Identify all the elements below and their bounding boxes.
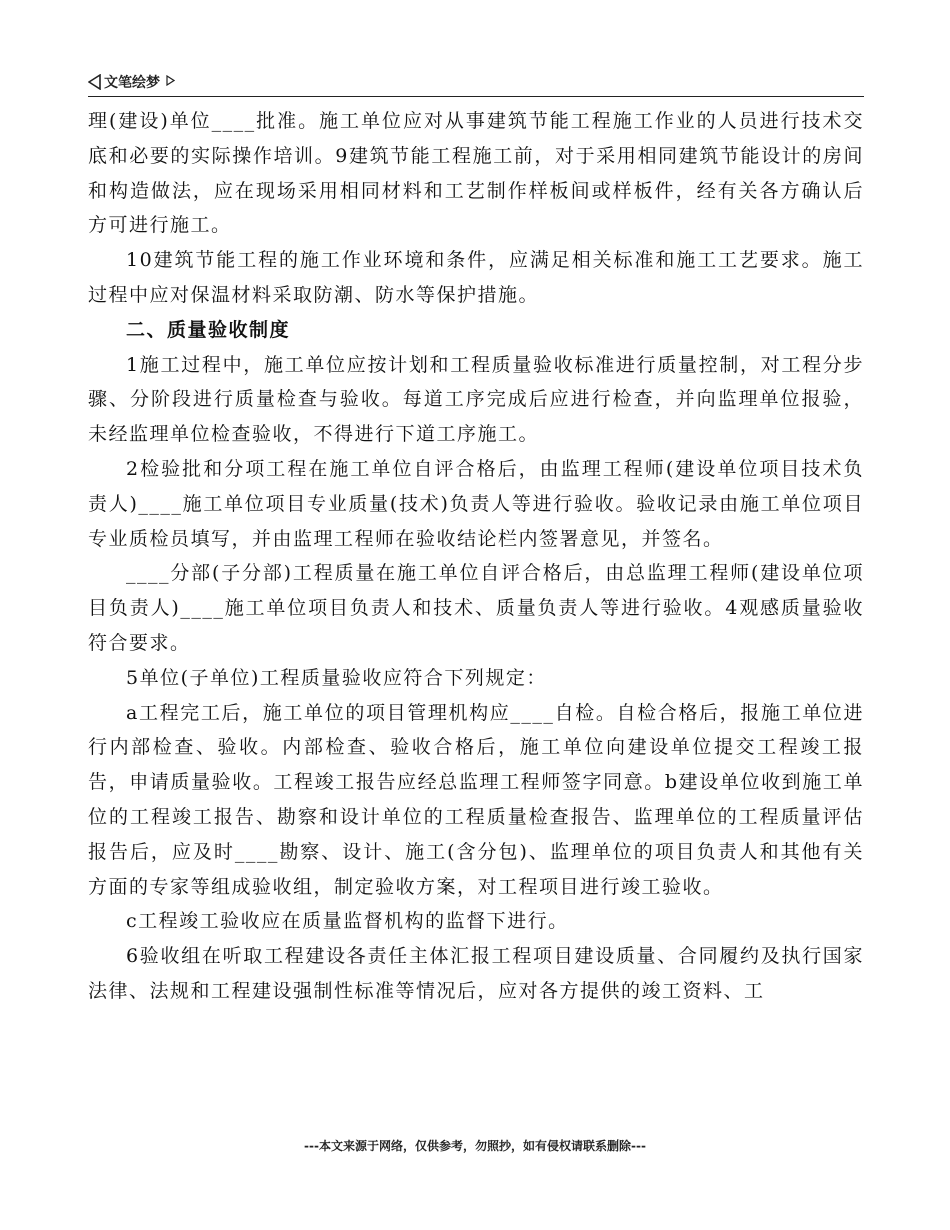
paragraph: a工程完工后，施工单位的项目管理机构应____自检。自检合格后，报施工单位进行内部检查、验收。内部检查、验收合格后，施工单位向建设单位提交工程竣工报告，申请质量验收。工程竣工报告应经总监理工程师签字同意。b建设单位收到施工单位的工程竣工报告、勘察和设计单位的工程质量检查报告、监理单位的工程质量评估报告后，应及时____勘察、设计、施工(含分包)、监理单位的项目负责人和其他有关方面的专家等组成验收组，制定验收方案，对工程项目进行竣工验收。 <box>88 701 864 898</box>
paragraph: 5单位(子单位)工程质量验收应符合下列规定： <box>126 666 547 689</box>
paragraph: 1施工过程中，施工单位应按计划和工程质量验收标准进行质量控制，对工程分步骤、分阶段进行质量检查与验收。每道工序完成后应进行检查，并向监理单位报验，未经监理单位检查验收，不得进行下道工序施工。 <box>88 353 864 446</box>
page-header <box>88 70 864 97</box>
paragraph: ____分部(子分部)工程质量在施工单位自评合格后，由总监理工程师(建设单位项目负责人)____施工单位项目负责人和技术、质量负责人等进行验收。4观感质量验收符合要求。 <box>88 562 864 654</box>
page-footer: ---本文来源于网络，仅供参考，勿照抄，如有侵权请联系删除--- <box>304 1139 646 1153</box>
paragraph: 理(建设)单位____批准。施工单位应对从事建筑节能工程施工作业的人员进行技术交底和必要的实际操作培训。9建筑节能工程施工前，对于采用相同建筑节能设计的房间和构造做法，应在现场采用相同材料和工艺制作样板间或样板件，经有关各方确认后方可进行施工。 <box>88 110 864 237</box>
left-triangle-icon <box>88 74 101 90</box>
paragraph: c工程竣工验收应在质量监督机构的监督下进行。 <box>126 910 569 933</box>
right-triangle-icon <box>166 75 175 86</box>
paragraph: 10建筑节能工程的施工作业环境和条件，应满足相关标准和施工工艺要求。施工过程中应对保温材料采取防潮、防水等保护措施。 <box>88 249 864 306</box>
paragraph: 2检验批和分项工程在施工单位自评合格后，由监理工程师(建设单位项目技术负责人)____施工单位项目专业质量(技术)负责人等进行验收。验收记录由施工单位项目专业质检员填写，并由监理工程师在验收结论栏内签署意见，并签名。 <box>88 457 864 550</box>
brand-text: 文笔绘梦 <box>104 75 160 91</box>
paragraph: 6验收组在听取工程建设各责任主体汇报工程项目建设质量、合同履约及执行国家法律、法规和工程建设强制性标准等情况后，应对各方提供的竣工资料、工 <box>88 945 864 1002</box>
header-brand <box>88 72 175 92</box>
document-body <box>88 104 864 1009</box>
section-heading: 二、质量验收制度 <box>126 318 291 341</box>
